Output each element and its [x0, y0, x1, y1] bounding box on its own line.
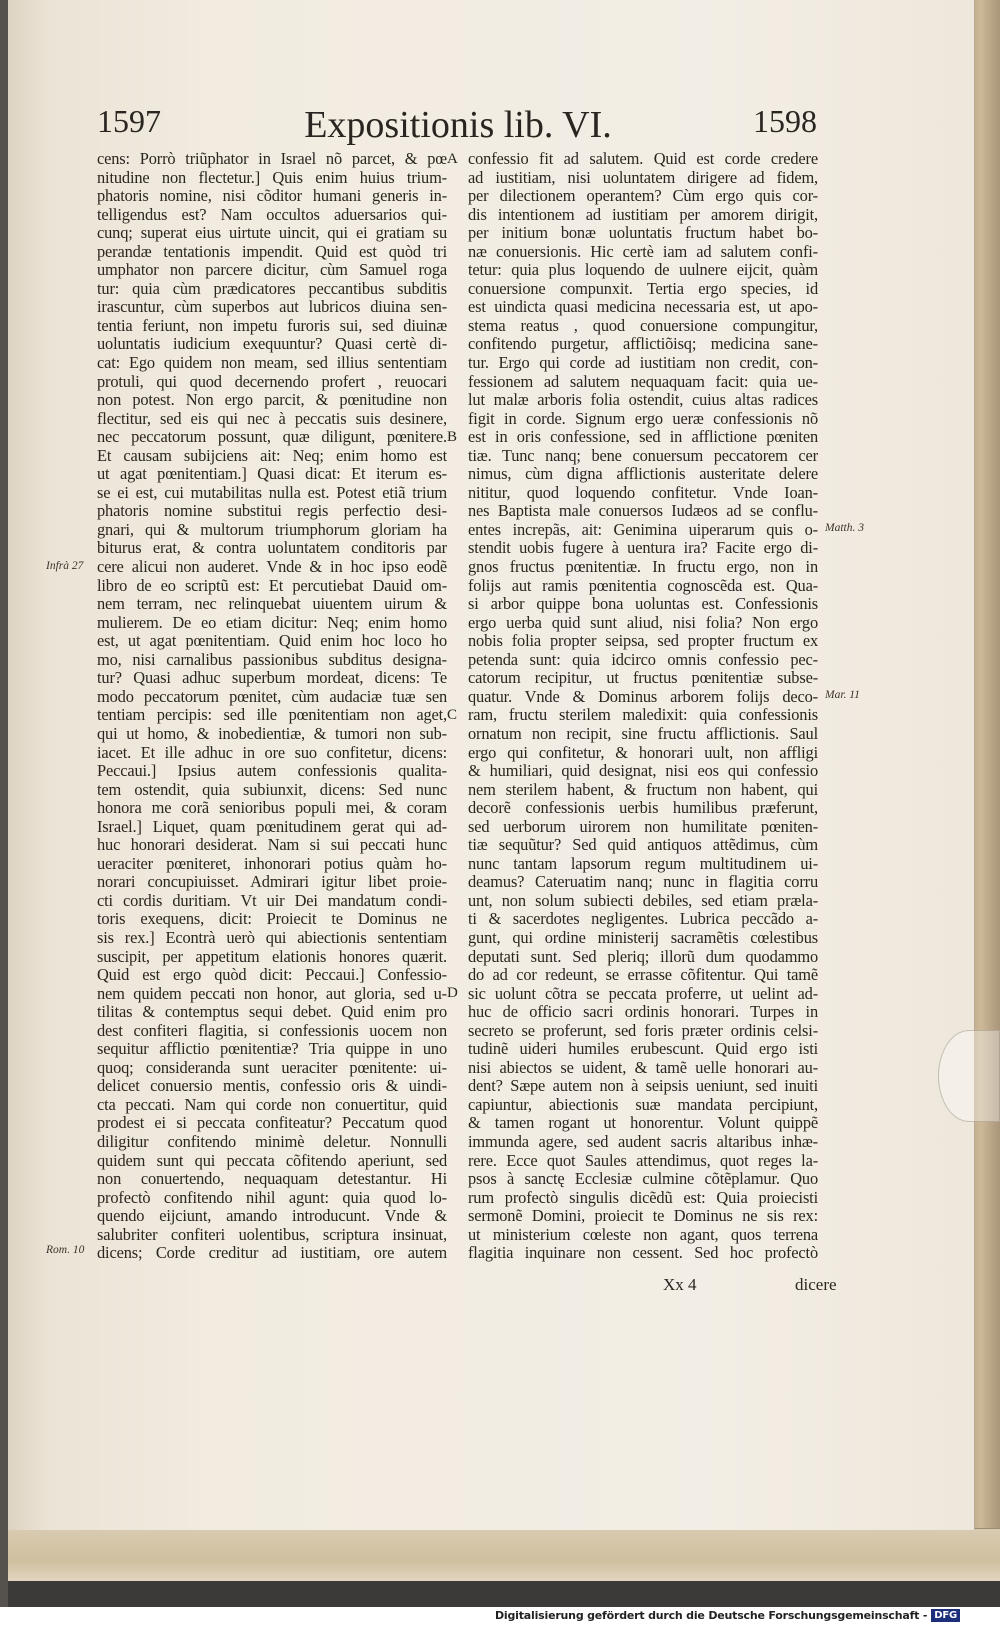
text-line: ti & sacerdotes negligentes. Lubrica peccãdo a-	[468, 910, 818, 929]
text-line: est in oris confessione, sed in afflictione pœniten	[468, 428, 818, 447]
text-line: nes Baptista male conuersos Iudæos ad se conflu-	[468, 502, 818, 521]
section-mark-b: B	[447, 429, 458, 445]
text-line: nem terram, nec relinquebat uiuentem uirum &	[97, 595, 447, 614]
text-line: gnos fructus pœnitentiæ. In fructu ergo, non in	[468, 558, 818, 577]
text-line: stendit uobis fugere à uentura ira? Facite ergo di-	[468, 539, 818, 558]
text-line: dicens; Corde creditur ad iustitiam, ore autem	[97, 1244, 447, 1263]
text-line: tem ostendit, quia subiunxit, dicens: Sed nunc	[97, 780, 447, 799]
text-line: ornatum non recipit, sine fructu afflictionis. Saul	[468, 724, 818, 743]
text-column-right	[468, 150, 818, 1263]
text-line: cti cordis duritiam. Vt uir Dei mandatum condi-	[97, 891, 447, 910]
text-line: perandæ tentationis impendit. Quid est quòd tri	[97, 242, 447, 261]
text-line: tudinẽ uideri humiles erubescunt. Quid ergo isti	[468, 1040, 818, 1059]
text-line: si arbor quippe bona uoluntas est. Confessionis	[468, 595, 818, 614]
text-line: ut ministerium cœleste non agant, quos terrena	[468, 1225, 818, 1244]
text-line: ergo uerba quid sunt aliud, nisi folia? Non ergo	[468, 613, 818, 632]
text-line: ad iustitiam, nisi uoluntatem dirigere ad fidem,	[468, 168, 818, 187]
text-line: flagitia inquinare non cessent. Sed hoc profectò	[468, 1244, 818, 1263]
page-curl	[938, 1030, 1000, 1122]
text-line: næ conuersionis. Hic certè iam ad salutem confi-	[468, 242, 818, 261]
text-line: ueraciter pœniteret, inhonorari potius quàm ho-	[97, 854, 447, 873]
text-line: qui ut homo, & inobedientiæ, & tumori non sub-	[97, 724, 447, 743]
text-line: dis intentionem ad iustitiam per amorem dirigit,	[468, 205, 818, 224]
text-line: lut malæ arboris folia ostendit, cuius altas radices	[468, 391, 818, 410]
text-line: honora me corã senioribus populi mei, & coram	[97, 799, 447, 818]
text-line: protuli, qui quod decernendo profert , reuocari	[97, 372, 447, 391]
text-line: irascuntur, cùm superbos aut lubricos diuina sen-	[97, 298, 447, 317]
catchword: dicere	[795, 1275, 837, 1294]
text-line: nitudine non flectetur.] Quis enim huius trium-	[97, 168, 447, 187]
section-mark-d: D	[447, 985, 458, 1001]
text-line: cere alicui non auderet. Vnde & in hoc ipso eodẽ	[97, 558, 447, 577]
text-line: flectitur, sed eis qui nec à peccatis suis desinere,	[97, 409, 447, 428]
text-line: diligitur confitendo minimè deletur. Nonnulli	[97, 1132, 447, 1151]
book-cover-edge-bottom	[8, 1528, 1000, 1581]
text-line: stema reatus , quod conuersione compungitur,	[468, 316, 818, 335]
text-line: salubriter confiteri uolentibus, scriptura insinuat,	[97, 1225, 447, 1244]
text-line: nec peccatorum possunt, quæ diligunt, pœnitere.	[97, 428, 447, 447]
text-line: conuersione compunxit. Tertia ergo species, id	[468, 279, 818, 298]
text-line: ergo qui confitetur, & honorari uult, non affligi	[468, 743, 818, 762]
text-line: confitendo purgetur, afflictiõisq; medicina sane-	[468, 335, 818, 354]
text-line: secreto se proferunt, sed foris præter ordinis celsi-	[468, 1021, 818, 1040]
text-line: tur? Quasi adhuc superbum mordeat, dicens: Te	[97, 669, 447, 688]
text-line: sequitur afflictio pœnitentiæ? Tria quippe in uno	[97, 1040, 447, 1059]
text-line: prodest ei si peccata confiteatur? Peccatum quod	[97, 1114, 447, 1133]
text-line: gunt, qui ordine ministerij sacramẽtis cœlestibus	[468, 928, 818, 947]
page-number-right: 1598	[753, 103, 817, 139]
text-line: quendo eijciunt, amando introducunt. Vnde &	[97, 1207, 447, 1226]
text-line: quoq; consideranda sunt ueraciter pœnitente: ui-	[97, 1058, 447, 1077]
text-line: Peccaui.] Ipsius autem confessionis qualita-	[97, 762, 447, 781]
margin-note-infra: Infrà 27	[46, 560, 84, 572]
text-line: non potest. Non ergo parcit, & pœnitudine non	[97, 391, 447, 410]
text-line: uoluntatis iudicium exequuntur? Quasi certè di-	[97, 335, 447, 354]
text-line: quatur. Vnde & Dominus arborem folijs deco-	[468, 687, 818, 706]
text-column-left	[97, 150, 447, 1263]
text-line: tetur: quia plus loquendo de uulnere eijcit, quàm	[468, 261, 818, 280]
text-line: per initium bonæ uoluntatis fructum habet bo-	[468, 224, 818, 243]
text-line: sic uolunt cõtra se peccata proferre, ut uelint ad-	[468, 984, 818, 1003]
text-line: libro de eo scriptũ est: Et percutiebat Dauid om-	[97, 576, 447, 595]
text-line: nem quidem peccati non honor, aut gloria, sed u-	[97, 984, 447, 1003]
text-line: cunq; superat eius uirtute uincit, qui ei gratiam su	[97, 224, 447, 243]
text-line: dest confiteri flagitia, si confessionis uocem non	[97, 1021, 447, 1040]
text-line: tentia feriunt, non impetu furoris sui, sed diuinæ	[97, 316, 447, 335]
running-title: Expositionis lib. VI.	[304, 104, 612, 146]
text-line: dent? Sæpe autem non à seipsis ueniunt, sed inuiti	[468, 1077, 818, 1096]
text-line: huc de officio sacri ordinis honorari. Turpes in	[468, 1003, 818, 1022]
text-line: Et causam subijciens ait: Neq; enim homo est	[97, 446, 447, 465]
text-line: suscipit, per appetitum elationis honores quærit.	[97, 947, 447, 966]
text-line: petenda sunt: quia idcirco omnis confessio pec-	[468, 650, 818, 669]
text-line: tiæ. Tunc nanq; bene conuersum peccatorem cer	[468, 446, 818, 465]
text-line: decorẽ confessionis uerbis humilibus præferunt,	[468, 799, 818, 818]
text-line: non conuertendo, nequaquam detestantur. Hi	[97, 1170, 447, 1189]
text-line: tentiam percipis: sed ille pœnitentiam non aget,	[97, 706, 447, 725]
text-line: fessionem ad salutem nequaquam facit: quia ue-	[468, 372, 818, 391]
text-line: gnari, qui & multorum triumphorum gloriam ha	[97, 520, 447, 539]
text-line: sermonẽ Domini, proiecit te Dominus ne sis rex:	[468, 1207, 818, 1226]
text-line: nobis folia propter seipsa, sed propter fructum ex	[468, 632, 818, 651]
text-line: toris exequens, dicit: Proiecit te Dominus ne	[97, 910, 447, 929]
section-mark-c: C	[447, 707, 458, 723]
text-line: se ei est, cui mutabilitas nulla est. Potest etiã trium	[97, 483, 447, 502]
text-line: unt, non solum subiecti debiles, sed etiam præla-	[468, 891, 818, 910]
text-line: deamus? Cateruatim nanq; nunc in flagitia corru	[468, 873, 818, 892]
text-line: sis rex.] Econtrà uerò qui abiectionis sententiam	[97, 928, 447, 947]
text-line: capiuntur, abiectionis suæ mandata percipiunt,	[468, 1095, 818, 1114]
text-line: umphator non parcere dicitur, cùm Samuel roga	[97, 261, 447, 280]
text-line: cta peccati. Nam qui corde non conuertitur, quid	[97, 1095, 447, 1114]
digitization-credit	[495, 1609, 960, 1622]
text-line: modo peccatorum pœnitet, cùm audaciæ tuæ sen	[97, 687, 447, 706]
margin-note-mar: Mar. 11	[825, 689, 860, 701]
text-line: nem sterilem habent, & fructum non habent, qui	[468, 780, 818, 799]
book-spine-edge	[0, 0, 8, 1607]
text-line: nimus, cùm digna afflictionis austeritate delere	[468, 465, 818, 484]
text-line: figit in corde. Signum ergo ueræ confessionis nõ	[468, 409, 818, 428]
text-line: & humiliari, quid designat, nisi eos qui confessio	[468, 762, 818, 781]
text-line: est, ut agat pœnitentiam. Quid enim hoc loco ho	[97, 632, 447, 651]
text-line: psos à sanctę Ecclesiæ culmine cõtẽplamur. Quo	[468, 1170, 818, 1189]
text-line: tilitas & contemptus sequi debet. Quid enim pro	[97, 1003, 447, 1022]
text-line: biturus erat, & contra uoluntatem conditoris par	[97, 539, 447, 558]
text-line: entes increpãs, ait: Genimina uiperarum quis o-	[468, 520, 818, 539]
text-line: cens: Porrò triũphator in Israel nõ parcet, & pœ	[97, 150, 447, 168]
text-line: profectò confitendo nihil agunt: quia quod lo-	[97, 1188, 447, 1207]
margin-note-rom: Rom. 10	[46, 1244, 85, 1256]
text-line: quidem sunt qui peccata cõfitendo aperiunt, sed	[97, 1151, 447, 1170]
section-mark-a: A	[447, 151, 458, 167]
page-number-left: 1597	[97, 103, 161, 139]
text-line: huc honorari desiderat. Nam si sui peccati hunc	[97, 836, 447, 855]
text-line: rere. Ecce quot Saules attendimus, quot reges la-	[468, 1151, 818, 1170]
text-line: telligendus est? Nam occultos aduersarios qui-	[97, 205, 447, 224]
text-line: est uindicta quasi medicina necessaria est, ut apo-	[468, 298, 818, 317]
text-line: rum profectò singulis dicẽdũ est: Quia proiecisti	[468, 1188, 818, 1207]
text-line: phatoris nomine substitui regis perfectio desi-	[97, 502, 447, 521]
text-line: ram, fructu sterilem maledixit: quia confessionis	[468, 706, 818, 725]
text-line: tur: quia cùm prædicatores peccantibus subditis	[97, 279, 447, 298]
text-line: norari concupiuisset. Admirari igitur libet proie-	[97, 873, 447, 892]
text-line: ut agat pœnitentiam.] Quasi dicat: Et iterum es-	[97, 465, 447, 484]
text-line: mo, nisi carnalibus passionibus subditus designa-	[97, 650, 447, 669]
text-line: do ad cor redeunt, se errasse cõfitentur. Qui tamẽ	[468, 966, 818, 985]
text-line: immunda agere, sed audent sacris altaribus inhæ-	[468, 1132, 818, 1151]
text-line: iacet. Et ille adhuc in ore suo confitetur, dicens:	[97, 743, 447, 762]
text-line: confessio fit ad salutem. Quid est corde credere	[468, 150, 818, 168]
text-line: sed uerborum uirorem non humilitate pœniten-	[468, 817, 818, 836]
text-line: cat: Ego quidem non meam, sed illius sententiam	[97, 354, 447, 373]
text-line: Israel.] Liquet, quam pœnitudinem gerat qui ad-	[97, 817, 447, 836]
credit-text: Digitalisierung gefördert durch die Deutsche Forschungsgemeinschaft -	[494, 1609, 928, 1622]
margin-note-matth: Matth. 3	[825, 522, 864, 534]
text-line: & tamen rogant ut honorentur. Volunt quippẽ	[468, 1114, 818, 1133]
text-line: nititur, quod loquendo confitetur. Vnde Ioan-	[468, 483, 818, 502]
text-line: folijs aut ramis pœnitentia cognoscẽda est. Qua-	[468, 576, 818, 595]
text-line: deputati sunt. Sed pleriq; illorũ dum quodammo	[468, 947, 818, 966]
text-line: phatoris nomine, nisi cõditor humani generis in-	[97, 187, 447, 206]
text-line: nisi abiectos se uident, & tamẽ uelle honorari au-	[468, 1058, 818, 1077]
text-line: catorum recipitur, ut fructus pœnitentiæ subse-	[468, 669, 818, 688]
text-line: mulierem. De eo etiam dicitur: Neq; enim homo	[97, 613, 447, 632]
text-line: nunc tantam lapsorum regum multitudinem ui-	[468, 854, 818, 873]
text-line: delicet conuersio mentis, confessio oris & uindi-	[97, 1077, 447, 1096]
dfg-logo: DFG	[931, 1609, 960, 1622]
text-line: Quid est ergo quòd dicit: Peccaui.] Confessio-	[97, 966, 447, 985]
text-line: tiæ sequũtur? Sed quid antiquos attẽdimus, cùm	[468, 836, 818, 855]
text-line: per dilectionem operantem? Cùm ergo quis cor-	[468, 187, 818, 206]
signature-mark: Xx 4	[663, 1275, 697, 1294]
text-line: tur. Ergo qui corde ad iustitiam non credit, con-	[468, 354, 818, 373]
book-page	[8, 0, 975, 1530]
